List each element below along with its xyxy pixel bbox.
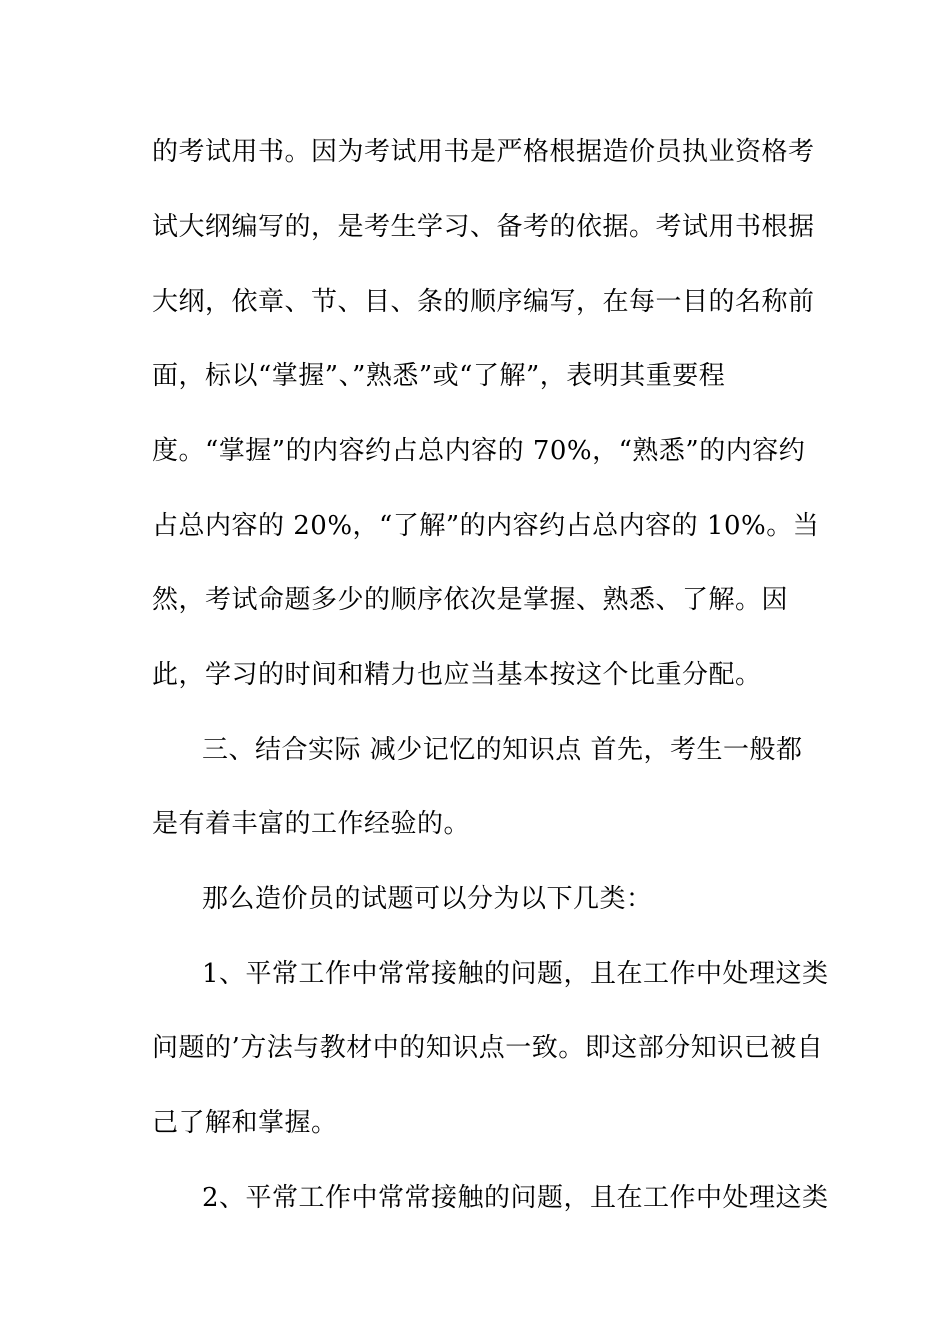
text-line: 试大纲编写的，是考生学习、备考的依据。考试用书根据 [152,212,815,242]
text-line: 己了解和掌握。 [152,1108,338,1138]
text-line: 问题的’方法与教材中的知识点一致。即这部分知识已被自 [152,1033,824,1063]
text-line: 是有着丰富的工作经验的。 [152,809,471,839]
paragraph-first-line: 三、结合实际 减少记忆的知识点 首先，考生一般都 [202,735,803,765]
text-line: 此，学习的时间和精力也应当基本按这个比重分配。 [152,660,762,690]
text-line: 占总内容的 20%，“了解”的内容约占总内容的 10%。当 [152,511,820,541]
paragraph-first-line: 那么造价员的试题可以分为以下几类： [202,884,653,914]
text-line: 然，考试命题多少的顺序依次是掌握、熟悉、了解。因 [152,585,789,615]
text-line: 面，标以“掌握”、”熟悉”或“了解”，表明其重要程 [152,361,726,391]
list-item-first-line: 1、平常工作中常常接触的问题，且在工作中处理这类 [202,959,829,989]
text-line: 度。“掌握”的内容约占总内容的 70%，“熟悉”的内容约 [152,436,806,466]
list-item-first-line: 2、平常工作中常常接触的问题，且在工作中处理这类 [202,1183,829,1213]
text-line: 大纲，依章、节、目、条的顺序编写，在每一目的名称前 [152,287,815,317]
text-line: 的考试用书。因为考试用书是严格根据造价员执业资格考 [152,137,815,167]
